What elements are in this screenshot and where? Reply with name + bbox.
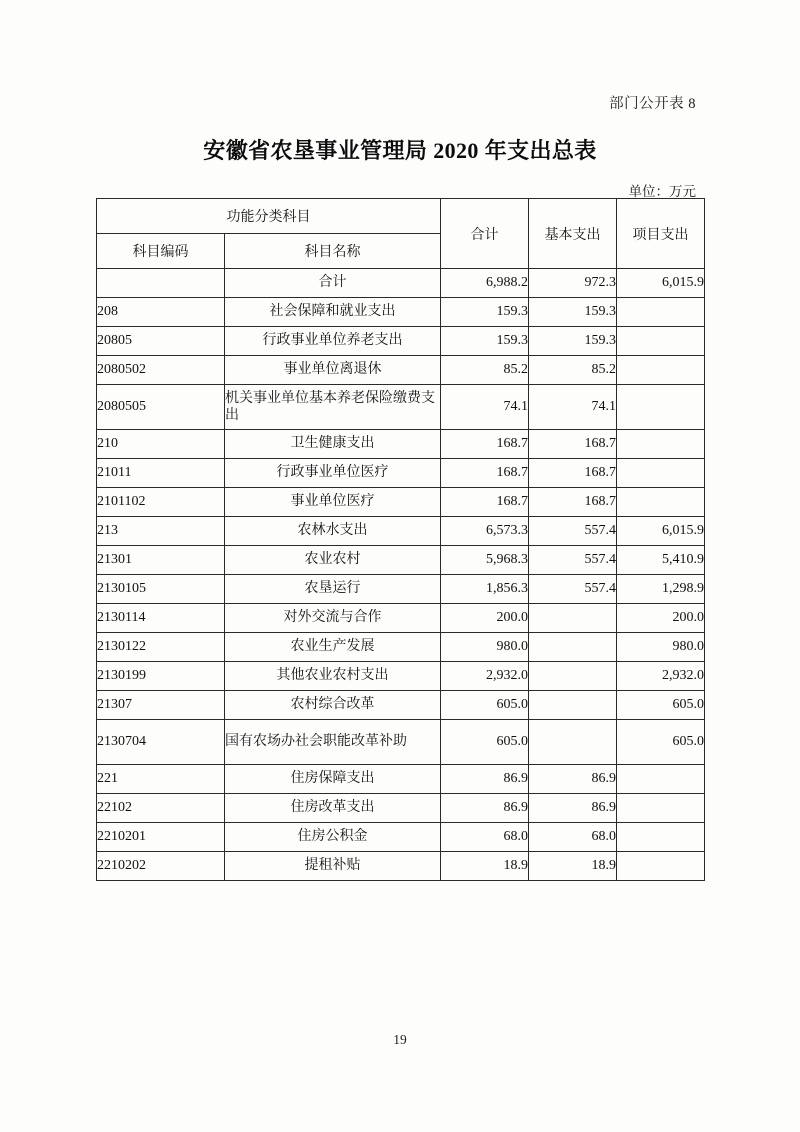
cell-basic: 85.2 xyxy=(529,356,617,385)
table-row xyxy=(97,575,705,604)
cell-basic xyxy=(529,662,617,691)
cell-basic xyxy=(529,691,617,720)
column-header-basic: 基本支出 xyxy=(529,199,617,269)
cell-total: 6,988.2 xyxy=(441,269,529,298)
cell-subject-code: 2210201 xyxy=(97,823,225,852)
column-header-total: 合计 xyxy=(441,199,529,269)
cell-project xyxy=(617,298,705,327)
cell-basic: 86.9 xyxy=(529,794,617,823)
table-row xyxy=(97,662,705,691)
cell-project: 5,410.9 xyxy=(617,546,705,575)
cell-basic: 168.7 xyxy=(529,488,617,517)
cell-total: 86.9 xyxy=(441,765,529,794)
cell-subject-code: 2101102 xyxy=(97,488,225,517)
cell-subject-name: 住房保障支出 xyxy=(225,765,441,794)
column-header-name: 科目名称 xyxy=(225,234,441,269)
cell-basic xyxy=(529,604,617,633)
cell-basic: 68.0 xyxy=(529,823,617,852)
expenditure-table xyxy=(96,198,705,881)
cell-total: 74.1 xyxy=(441,385,529,430)
table-row xyxy=(97,720,705,765)
cell-total: 159.3 xyxy=(441,327,529,356)
cell-total: 159.3 xyxy=(441,298,529,327)
cell-project xyxy=(617,430,705,459)
cell-total: 168.7 xyxy=(441,459,529,488)
cell-project xyxy=(617,385,705,430)
cell-basic: 972.3 xyxy=(529,269,617,298)
cell-subject-code: 210 xyxy=(97,430,225,459)
cell-project: 1,298.9 xyxy=(617,575,705,604)
cell-basic xyxy=(529,720,617,765)
cell-basic: 159.3 xyxy=(529,298,617,327)
cell-subject-name: 合计 xyxy=(225,269,441,298)
cell-project: 2,932.0 xyxy=(617,662,705,691)
cell-subject-name: 事业单位离退休 xyxy=(225,356,441,385)
cell-subject-code: 2130114 xyxy=(97,604,225,633)
table-row xyxy=(97,633,705,662)
page-title: 安徽省农垦事业管理局 2020 年支出总表 xyxy=(203,138,597,163)
cell-subject-code xyxy=(97,269,225,298)
cell-subject-name: 提租补贴 xyxy=(225,852,441,881)
cell-subject-code: 2130105 xyxy=(97,575,225,604)
cell-subject-code: 2080502 xyxy=(97,356,225,385)
cell-project: 605.0 xyxy=(617,691,705,720)
cell-total: 6,573.3 xyxy=(441,517,529,546)
table-row xyxy=(97,604,705,633)
table-row xyxy=(97,385,705,430)
cell-total: 980.0 xyxy=(441,633,529,662)
cell-basic: 557.4 xyxy=(529,517,617,546)
cell-project xyxy=(617,327,705,356)
cell-basic xyxy=(529,633,617,662)
table-row xyxy=(97,823,705,852)
cell-subject-name: 对外交流与合作 xyxy=(225,604,441,633)
column-header-code: 科目编码 xyxy=(97,234,225,269)
cell-total: 18.9 xyxy=(441,852,529,881)
cell-subject-name: 社会保障和就业支出 xyxy=(225,298,441,327)
cell-subject-code: 20805 xyxy=(97,327,225,356)
cell-project: 200.0 xyxy=(617,604,705,633)
cell-subject-name: 事业单位医疗 xyxy=(225,488,441,517)
cell-total: 1,856.3 xyxy=(441,575,529,604)
cell-subject-name: 农村综合改革 xyxy=(225,691,441,720)
cell-subject-name: 住房改革支出 xyxy=(225,794,441,823)
cell-subject-code: 2130199 xyxy=(97,662,225,691)
cell-subject-code: 22102 xyxy=(97,794,225,823)
cell-basic: 557.4 xyxy=(529,575,617,604)
table-row xyxy=(97,459,705,488)
cell-basic: 86.9 xyxy=(529,765,617,794)
unit-label: 单位：万元 xyxy=(628,184,696,199)
cell-subject-name: 农垦运行 xyxy=(225,575,441,604)
cell-basic: 74.1 xyxy=(529,385,617,430)
table-row xyxy=(97,517,705,546)
table-row xyxy=(97,765,705,794)
table-row xyxy=(97,794,705,823)
cell-subject-name: 行政事业单位医疗 xyxy=(225,459,441,488)
cell-project xyxy=(617,852,705,881)
cell-total: 605.0 xyxy=(441,720,529,765)
column-group-header: 功能分类科目 xyxy=(97,199,441,234)
cell-basic: 168.7 xyxy=(529,430,617,459)
table-row xyxy=(97,298,705,327)
cell-subject-name: 农业农村 xyxy=(225,546,441,575)
cell-project xyxy=(617,794,705,823)
cell-project xyxy=(617,488,705,517)
cell-subject-code: 21301 xyxy=(97,546,225,575)
cell-subject-code: 2080505 xyxy=(97,385,225,430)
cell-project: 605.0 xyxy=(617,720,705,765)
cell-subject-code: 21011 xyxy=(97,459,225,488)
cell-total: 200.0 xyxy=(441,604,529,633)
cell-basic: 168.7 xyxy=(529,459,617,488)
cell-subject-name: 机关事业单位基本养老保险缴费支出 xyxy=(225,385,441,430)
cell-subject-name: 农林水支出 xyxy=(225,517,441,546)
cell-total: 85.2 xyxy=(441,356,529,385)
cell-total: 605.0 xyxy=(441,691,529,720)
table-row xyxy=(97,852,705,881)
form-series-label: 部门公开表 8 xyxy=(609,96,696,112)
table-body xyxy=(97,269,705,881)
cell-subject-code: 213 xyxy=(97,517,225,546)
cell-project xyxy=(617,765,705,794)
cell-subject-code: 2130704 xyxy=(97,720,225,765)
table-header-row-1 xyxy=(97,199,705,234)
cell-subject-name: 行政事业单位养老支出 xyxy=(225,327,441,356)
cell-total: 2,932.0 xyxy=(441,662,529,691)
cell-project: 980.0 xyxy=(617,633,705,662)
cell-total: 5,968.3 xyxy=(441,546,529,575)
cell-total: 86.9 xyxy=(441,794,529,823)
cell-total: 168.7 xyxy=(441,488,529,517)
page-number: 19 xyxy=(393,1032,407,1047)
cell-basic: 18.9 xyxy=(529,852,617,881)
table-row xyxy=(97,430,705,459)
table-row xyxy=(97,327,705,356)
cell-project xyxy=(617,459,705,488)
cell-project: 6,015.9 xyxy=(617,517,705,546)
cell-subject-code: 208 xyxy=(97,298,225,327)
cell-subject-name: 国有农场办社会职能改革补助 xyxy=(225,720,441,765)
table-row xyxy=(97,269,705,298)
cell-subject-name: 卫生健康支出 xyxy=(225,430,441,459)
cell-subject-code: 221 xyxy=(97,765,225,794)
table-row xyxy=(97,546,705,575)
cell-subject-code: 2130122 xyxy=(97,633,225,662)
cell-subject-code: 2210202 xyxy=(97,852,225,881)
cell-subject-name: 住房公积金 xyxy=(225,823,441,852)
table-row xyxy=(97,356,705,385)
cell-project xyxy=(617,356,705,385)
cell-basic: 159.3 xyxy=(529,327,617,356)
cell-basic: 557.4 xyxy=(529,546,617,575)
cell-project xyxy=(617,823,705,852)
table-row xyxy=(97,488,705,517)
cell-subject-name: 其他农业农村支出 xyxy=(225,662,441,691)
table-row xyxy=(97,691,705,720)
cell-subject-name: 农业生产发展 xyxy=(225,633,441,662)
cell-total: 68.0 xyxy=(441,823,529,852)
cell-subject-code: 21307 xyxy=(97,691,225,720)
cell-project: 6,015.9 xyxy=(617,269,705,298)
column-header-project: 项目支出 xyxy=(617,199,705,269)
cell-total: 168.7 xyxy=(441,430,529,459)
